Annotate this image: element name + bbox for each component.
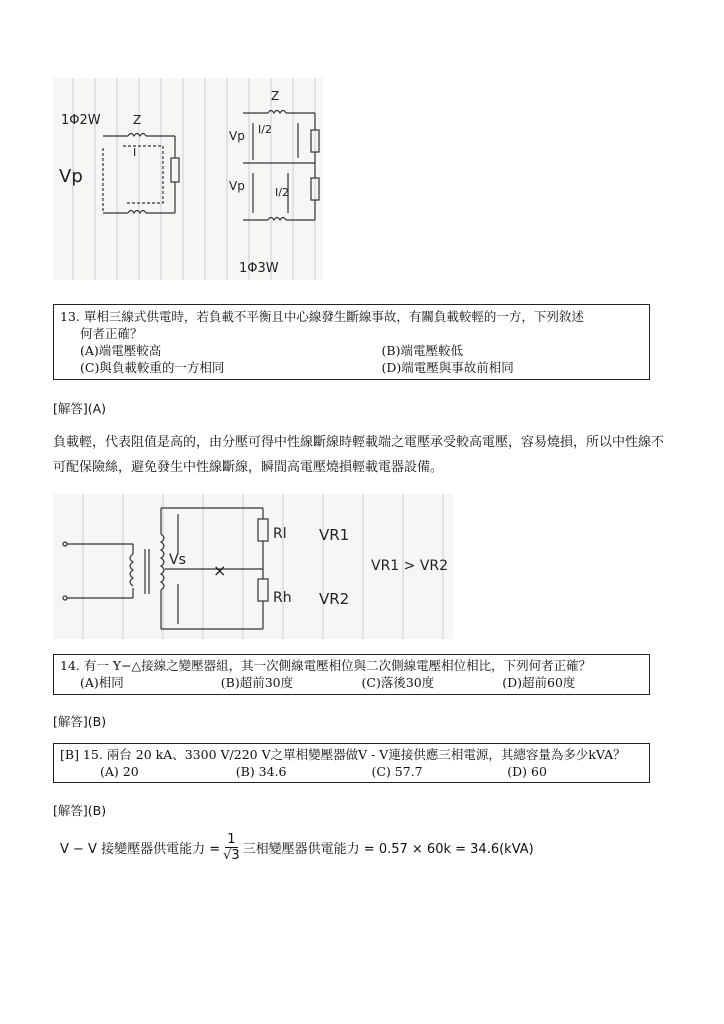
formula-fraction: [223, 832, 240, 863]
label-vs: Vs: [169, 552, 186, 568]
label-vr-comparison: VR1 > VR2: [371, 558, 449, 574]
question-15-box: [53, 743, 650, 783]
question-13-option-a: (A)端電壓較高: [80, 343, 162, 358]
question-13-option-b: (B)端電壓較低: [381, 343, 463, 358]
formula-fraction-denominator: √3: [223, 848, 240, 863]
question-15-option-a: (A) 20: [100, 764, 139, 779]
question-14-option-a: (A)相同: [80, 675, 124, 690]
sketch-1phase-svg: [53, 78, 323, 280]
label-break-mark: ×: [213, 561, 227, 580]
formula-right: 三相變壓器供電能力 = 0.57 × 60k = 34.6(kVA): [242, 842, 534, 857]
question-15-option-b: (B) 34.6: [235, 764, 287, 779]
label-current-left: I: [133, 146, 137, 159]
label-r-heavy: Rh: [273, 590, 292, 606]
question-13-option-c: (C)與負載較重的一方相同: [80, 360, 225, 375]
sketch-voltage-division-diagram: [53, 494, 453, 639]
label-1phase-2wire: 1Φ2W: [61, 113, 101, 128]
formula-left: V − V 接變壓器供電能力 =: [60, 842, 221, 857]
answer-13-label: [解答](A): [53, 401, 107, 416]
label-vp-top: Vp: [229, 129, 245, 143]
label-vp-bottom: Vp: [229, 179, 245, 193]
formula-fraction-numerator: 1: [227, 832, 236, 847]
answer-15-label: [解答](B): [53, 803, 107, 818]
question-13-option-d: (D)端電壓與事故前相同: [381, 360, 514, 375]
question-15-option-d: (D) 60: [507, 764, 547, 779]
sketch-1phase-diagram: [53, 78, 323, 280]
label-1phase-3wire: 1Φ3W: [239, 261, 279, 276]
question-13-text-line1: 13. 單相三線式供電時，若負載不平衡且中心線發生斷線事故，有關負載較輕的一方，下列敘述: [60, 309, 584, 324]
answer-15-formula: [60, 832, 534, 863]
question-14-box: [53, 654, 650, 695]
question-15-text: [B] 15. 兩台 20 kA、3300 V/220 V之單相變壓器做V - V連接供應三相電源，其總容量為多少kVA？: [60, 747, 626, 762]
label-impedance-left: Z: [133, 113, 142, 127]
label-impedance-right: Z: [271, 89, 280, 103]
answer-14-label: [解答](B): [53, 714, 107, 729]
question-14-option-b: (B)超前30度: [220, 675, 294, 690]
label-half-current-top: I/2: [258, 123, 272, 136]
label-half-current-bottom: I/2: [275, 186, 289, 199]
question-14-text: 14. 有一 Y−△接線之變壓器組，其一次側線電壓相位與二次側線電壓相位相比，下列何者正確？: [60, 658, 592, 673]
question-13-text-line2: 何者正確？: [80, 326, 143, 341]
sketch-voltage-division-svg: [53, 494, 453, 639]
question-14-option-d: (D)超前60度: [502, 675, 576, 690]
question-14-option-c: (C)落後30度: [361, 675, 435, 690]
question-15-option-c: (C) 57.7: [371, 764, 423, 779]
label-vr1: VR1: [319, 526, 350, 544]
label-r-light: Rl: [273, 526, 287, 542]
label-vr2: VR2: [319, 590, 350, 608]
answer-13-explanation: 負載輕，代表阻值是高的，由分壓可得中性線斷線時輕載端之電壓承受較高電壓，容易燒損，所以中性線不可配保險絲，避免發生中性線斷線，瞬間高電壓燒損輕載電器設備。: [53, 435, 665, 475]
question-13-box: [53, 304, 650, 380]
label-vp-left: Vp: [59, 166, 83, 187]
